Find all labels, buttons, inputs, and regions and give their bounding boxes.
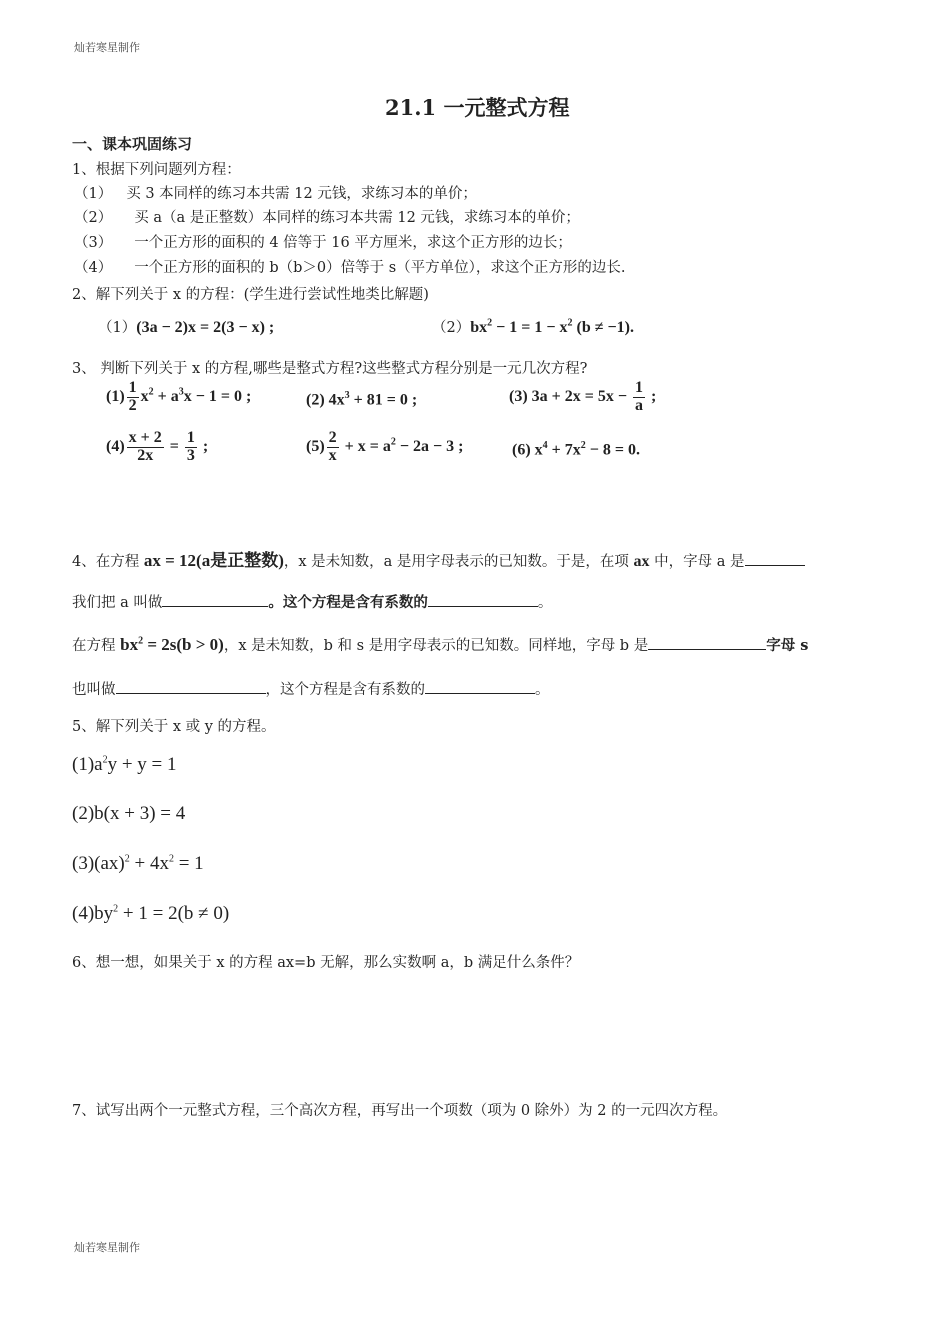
q2-equation-2: $(2)bx^2 - 1 = 1 - x^2$ (b ≠ −1).: [432, 317, 634, 336]
answer-blank[interactable]: [116, 679, 266, 694]
q5-equation-4: $(4)by^2 + 1 = 2(b \ne 0)$: [72, 903, 230, 924]
q3-equation-5: (5) $\frac{2}{x}$ + $x = a^2 - 2a - 3$ ;: [306, 429, 464, 464]
q3-equation-6: (6) $x^4 + 7x^2 - 8 = 0$.: [512, 440, 641, 459]
q1-item-2: （2） 买 a（a 是正整数）本同样的练习本共需 12 元钱，求练习本的单价；: [74, 210, 580, 226]
q3-equation-3: (3) 3a + 2x = 5x − $\frac{1}{a}$ ;: [509, 379, 657, 414]
q3-equation-1: (1) $\frac{1}{2}$ $x^2 + a^3x - 1 = 0$ ;: [106, 379, 252, 414]
q5-equation-3: $(3)(ax)^2 + 4x^2 = 1$: [72, 853, 204, 874]
q4-line-2: 我们把 a 叫做 。这个方程是含有系数的 。: [72, 594, 553, 611]
question-6: 6、想一想，如果关于 x 的方程 ax=b 无解，那么实数啊 a，b 满足什么条件？: [72, 955, 580, 971]
question-1-stem: 1、根据下列问题列方程：: [72, 162, 241, 178]
q1-item-3: （3） 一个正方形的面积的 4 倍等于 16 平方厘米，求这个正方形的边长；: [74, 235, 572, 251]
q4-line-4: 也叫做 ，这个方程是含有系数的 。: [72, 678, 550, 699]
answer-blank[interactable]: [745, 551, 805, 566]
q4-line-3: 在方程 $bx^2 = 2s(b > 0)$，x 是未知数，b 和 s 是用字母表示的已知数。同样地，字母 b 是 字母 s: [72, 635, 809, 654]
page-header: 灿若寒星制作: [74, 41, 140, 54]
q4-line-1: 4、在方程 ax = 12(a是正整数)，x 是未知数，a 是用字母表示的已知数。于是，在项 ax 中，字母 a 是: [72, 546, 805, 571]
q3-equation-4: (4) $\frac{x + 2}{2x}$ = $\frac{1}{3}$ ;: [106, 429, 209, 464]
answer-blank[interactable]: [162, 592, 268, 607]
q2-equation-1: （1）(3a − 2)x = 2(3 − x) ;: [98, 319, 275, 336]
q1-item-1: （1） 买 3 本同样的练习本共需 12 元钱，求练习本的单价；: [74, 186, 477, 202]
answer-blank[interactable]: [428, 592, 538, 607]
page-footer: 灿若寒星制作: [74, 1241, 140, 1254]
page-title: 21.1 一元整式方程: [385, 95, 570, 120]
q5-equation-1: $(1)a^2y + y = 1$: [72, 754, 177, 775]
answer-blank[interactable]: [425, 679, 535, 694]
q3-equation-2: (2) $4x^3 + 81 = 0$ ;: [306, 390, 418, 409]
answer-blank[interactable]: [648, 635, 766, 650]
question-7: 7、试写出两个一元整式方程，三个高次方程，再写出一个项数（项为 0 除外）为 2 的一元四次方程。: [72, 1103, 728, 1119]
q1-item-4: （4） 一个正方形的面积的 b（b＞0）倍等于 s（平方单位），求这个正方形的边长.: [74, 260, 626, 276]
question-2-stem: 2、解下列关于 x 的方程：(学生进行尝试性地类比解题): [72, 287, 429, 303]
question-5-stem: 5、解下列关于 x 或 y 的方程。: [72, 719, 276, 735]
question-3-stem: 3、 判断下列关于 x 的方程,哪些是整式方程?这些整式方程分别是一元几次方程?: [72, 361, 588, 377]
q5-equation-2: (2)b(x + 3) = 4: [72, 803, 186, 824]
section-heading: 一、课本巩固练习: [72, 135, 193, 153]
